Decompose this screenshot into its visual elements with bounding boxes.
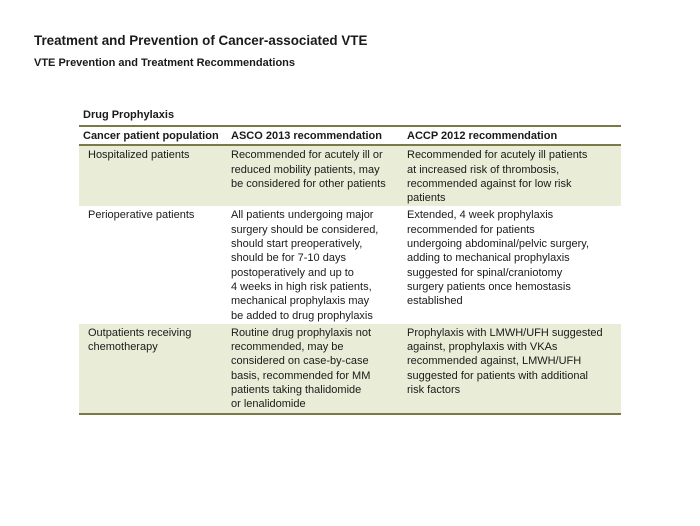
cell-line: Outpatients receiving: [88, 326, 192, 339]
cell-line: Hospitalized patients: [88, 149, 190, 162]
cell-line: patients taking thalidomide: [231, 384, 362, 397]
cell-line: mechanical prophylaxis may: [231, 295, 370, 308]
header-population: Cancer patient population: [83, 130, 219, 142]
cell-accp: [403, 145, 621, 206]
page-subtitle: VTE Prevention and Treatment Recommendations: [34, 57, 296, 69]
header-accp: ACCP 2012 recommendation: [407, 130, 558, 142]
recommendations-table: [79, 125, 621, 415]
cell-line: surgery patients once hemostasis: [407, 280, 571, 293]
cell-population: [79, 206, 227, 323]
table-row: [79, 206, 621, 323]
cell-line: should start preoperatively,: [231, 238, 363, 251]
cell-line: recommended against for low risk: [407, 177, 572, 190]
cell-line: chemotherapy: [88, 341, 158, 354]
cell-accp: [403, 324, 621, 414]
cell-line: or lenalidomide: [231, 398, 306, 411]
cell-line: Prophylaxis with LMWH/UFH suggested: [407, 326, 603, 339]
cell-line: reduced mobility patients, may: [231, 163, 380, 176]
page-title: Treatment and Prevention of Cancer-associated VTE: [34, 33, 368, 48]
cell-line: Recommended for acutely ill or: [231, 149, 383, 162]
cell-line: considered on case-by-case: [231, 355, 369, 368]
cell-line: against, prophylaxis with VKAs: [407, 341, 558, 354]
cell-line: recommended, may be: [231, 341, 344, 354]
cell-line: risk factors: [407, 384, 461, 397]
cell-line: adding to mechanical prophylaxis: [407, 252, 570, 265]
cell-line: 4 weeks in high risk patients,: [231, 280, 372, 293]
table-caption: Drug Prophylaxis: [83, 109, 175, 121]
cell-line: basis, recommended for MM: [231, 369, 371, 382]
cell-line: Perioperative patients: [88, 209, 195, 222]
cell-line: established: [407, 295, 463, 308]
cell-line: Recommended for acutely ill patients: [407, 149, 588, 162]
cell-population: [79, 324, 227, 414]
table-row: [79, 324, 621, 414]
cell-line: postoperatively and up to: [231, 266, 354, 279]
cell-line: All patients undergoing major: [231, 209, 374, 222]
cell-line: be considered for other patients: [231, 177, 386, 190]
cell-line: Routine drug prophylaxis not: [231, 326, 372, 339]
cell-line: suggested for spinal/craniotomy: [407, 266, 563, 279]
cell-asco: [227, 324, 403, 414]
cell-line: be added to drug prophylaxis: [231, 309, 373, 322]
cell-line: surgery should be considered,: [231, 223, 379, 236]
cell-line: at increased risk of thrombosis,: [407, 163, 560, 176]
cell-line: should be for 7-10 days: [231, 252, 346, 265]
cell-line: Extended, 4 week prophylaxis: [407, 209, 554, 222]
cell-line: undergoing abdominal/pelvic surgery,: [407, 238, 590, 251]
cell-line: patients: [407, 192, 446, 205]
cell-population: [79, 145, 227, 206]
table-row: [79, 145, 621, 206]
cell-line: recommended against, LMWH/UFH: [407, 355, 582, 368]
cell-asco: [227, 206, 403, 323]
cell-line: suggested for patients with additional: [407, 369, 589, 382]
cell-line: recommended for patients: [407, 223, 535, 236]
header-asco: ASCO 2013 recommendation: [231, 130, 382, 142]
cell-asco: [227, 145, 403, 206]
cell-accp: [403, 206, 621, 323]
table-header-row: [79, 126, 621, 145]
